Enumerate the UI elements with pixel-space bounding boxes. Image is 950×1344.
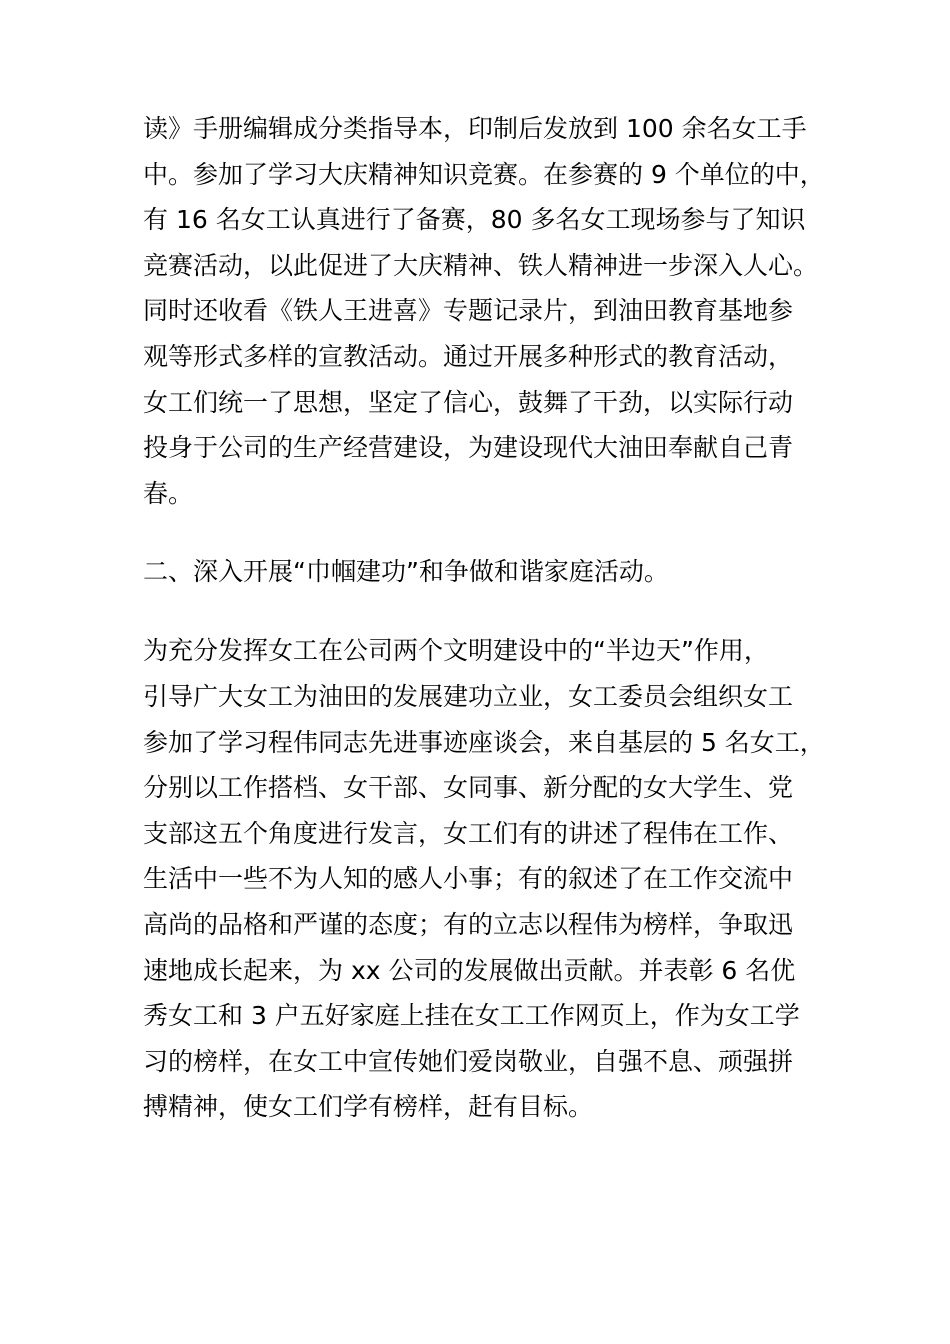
text-line: 生活中一些不为人知的感人小事；有的叙述了在工作交流中 bbox=[143, 864, 794, 894]
text-line: 速地成长起来，为 xx 公司的发展做出贡献。并表彰 6 名优 bbox=[143, 955, 796, 985]
section-heading bbox=[143, 549, 811, 595]
text-line: 高尚的品格和严谨的态度；有的立志以程伟为榜样，争取迅 bbox=[143, 909, 794, 939]
text-line: 投身于公司的生产经营建设，为建设现代大油田奉献自己青 bbox=[143, 433, 794, 463]
text-line: 竞赛活动，以此促进了大庆精神、铁人精神进一步深入人心。 bbox=[143, 250, 819, 280]
text-line: 搏精神，使女工们学有榜样，赶有目标。 bbox=[143, 1092, 594, 1122]
paragraph-1 bbox=[143, 106, 825, 516]
text-line: 支部这五个角度进行发言，女工们有的讲述了程伟在工作、 bbox=[143, 818, 794, 848]
text-line: 习的榜样，在女工中宣传她们爱岗敬业，自强不息、顽强拼 bbox=[143, 1046, 794, 1076]
text-line: 中。参加了学习大庆精神知识竞赛。在参赛的 9 个单位的中， bbox=[143, 159, 825, 189]
section-heading-text: 二、深入开展“巾帼建功”和争做和谐家庭活动。 bbox=[143, 557, 669, 587]
text-line: 同时还收看《铁人王进喜》专题记录片，到油田教育基地参 bbox=[143, 296, 794, 326]
paragraph-2 bbox=[143, 628, 825, 1130]
text-line: 女工们统一了思想，坚定了信心，鼓舞了干劲，以实际行动 bbox=[143, 387, 794, 417]
text-line: 观等形式多样的宣教活动。通过开展多种形式的教育活动， bbox=[143, 341, 794, 371]
text-line: 为充分发挥女工在公司两个文明建设中的“半边天”作用， bbox=[143, 636, 769, 666]
text-line: 春。 bbox=[143, 478, 194, 508]
text-line: 参加了学习程伟同志先进事迹座谈会，来自基层的 5 名女工， bbox=[143, 727, 825, 757]
text-line: 分别以工作搭档、女干部、女同事、新分配的女大学生、党 bbox=[143, 773, 794, 803]
text-line: 引导广大女工为油田的发展建功立业，女工委员会组织女工 bbox=[143, 681, 794, 711]
text-line: 秀女工和 3 户五好家庭上挂在女工工作网页上，作为女工学 bbox=[143, 1001, 800, 1031]
text-line: 读》手册编辑成分类指导本，印制后发放到 100 余名女工手 bbox=[143, 114, 807, 143]
text-line: 有 16 名女工认真进行了备赛，80 多名女工现场参与了知识 bbox=[143, 205, 806, 235]
document-body bbox=[143, 106, 825, 1130]
